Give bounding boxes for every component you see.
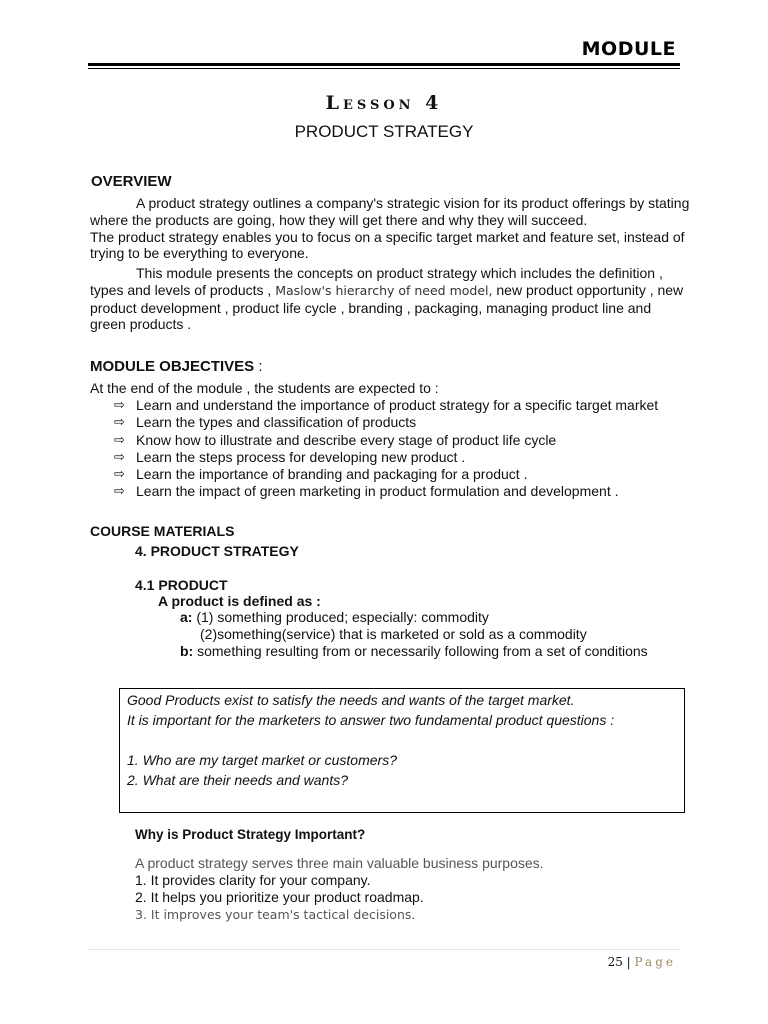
section-title: 4. PRODUCT STRATEGY	[135, 543, 299, 559]
callout-question-2: 2. What are their needs and wants?	[127, 772, 349, 788]
objective-text: Learn the impact of green marketing in product formulation and development .	[136, 483, 619, 500]
list-item: 1. It provides clarity for your company.	[135, 872, 371, 888]
footer-separator: |	[622, 955, 635, 969]
objective-text: Learn and understand the importance of product strategy for a specific target market	[136, 397, 659, 413]
overview-paragraph-1: A product strategy outlines a company's strategic vision for its product offerings by stating where the products are going, how they will get there and why they will succeed.	[90, 195, 690, 228]
list-item	[114, 397, 658, 414]
overview-p3-part-a: This module presents the concepts on product strategy which includes the definition , types and levels of products ,	[90, 265, 663, 298]
lesson-label: Lesson 4	[325, 92, 443, 114]
subsection-title: 4.1 PRODUCT	[135, 577, 228, 593]
purposes-list	[135, 855, 544, 923]
list-item: 2. It helps you prioritize your product roadmap.	[135, 889, 424, 905]
callout-line-2: It is important for the marketers to answer two fundamental product questions :	[127, 712, 615, 728]
list-item	[114, 466, 658, 483]
arrow-icon: ⇨	[114, 398, 125, 413]
list-item	[114, 414, 658, 431]
callout-question-1: 1. Who are my target market or customers?	[127, 752, 397, 768]
arrow-icon: ⇨	[114, 467, 125, 483]
header-rule-thick	[88, 63, 680, 66]
why-heading: Why is Product Strategy Important?	[135, 827, 366, 842]
overview-paragraph-3	[90, 265, 690, 333]
callout-box	[119, 688, 685, 813]
objectives-heading-colon: :	[254, 358, 263, 375]
footer-rule	[88, 949, 680, 950]
list-item	[114, 483, 658, 500]
definition-b-label: b:	[180, 643, 194, 659]
overview-paragraph-2: The product strategy enables you to focus on a specific target market and feature set, instead of trying to be everything to everyone.	[90, 228, 685, 262]
maslow-reference: Maslow's hierarchy of need model,	[275, 282, 493, 298]
page-number: 25	[607, 955, 623, 969]
definition-b	[180, 643, 648, 659]
arrow-icon: ⇨	[114, 415, 125, 431]
definition-a	[180, 609, 489, 625]
definition-a-label: a:	[180, 609, 193, 625]
definition-a2: (2)something(service) that is marketed or sold as a commodity	[200, 626, 587, 642]
objective-text: Learn the steps process for developing new product .	[136, 448, 466, 465]
definition-a-text: (1) something produced; especially: commodity	[192, 609, 489, 625]
module-header-title: MODULE	[581, 38, 676, 60]
list-item: 3. It improves your team's tactical decisions.	[135, 907, 416, 922]
overview-p3-part-c: new product opportunity , new product development , product life cycle , branding , packaging, managing product line and green products .	[90, 281, 684, 333]
definition-heading: A product is defined as :	[158, 593, 321, 609]
course-materials-heading: COURSE MATERIALS	[90, 523, 235, 539]
objective-text: Know how to illustrate and describe every stage of product life cycle	[136, 431, 557, 448]
objectives-heading	[90, 358, 263, 375]
lesson-title: PRODUCT STRATEGY	[294, 122, 474, 141]
objectives-heading-text: MODULE OBJECTIVES	[90, 358, 255, 375]
page-footer	[608, 955, 676, 969]
arrow-icon: ⇨	[114, 484, 125, 500]
overview-heading: OVERVIEW	[91, 173, 172, 190]
objectives-intro: At the end of the module , the students are expected to :	[90, 380, 439, 396]
overview-body	[90, 195, 690, 262]
list-item	[114, 432, 658, 449]
objectives-list	[114, 397, 658, 501]
arrow-icon: ⇨	[114, 449, 125, 465]
header-rule-thin	[88, 68, 680, 69]
arrow-icon: ⇨	[114, 432, 125, 448]
purposes-intro: A product strategy serves three main valuable business purposes.	[135, 855, 544, 871]
callout-spacer	[127, 730, 677, 750]
list-item	[114, 449, 658, 466]
page-word: Page	[634, 955, 676, 969]
objective-text: Learn the types and classification of products	[136, 414, 417, 431]
definition-b-text: something resulting from or necessarily following from a set of conditions	[193, 643, 648, 659]
callout-line-1: Good Products exist to satisfy the needs and wants of the target market.	[127, 692, 575, 708]
objective-text: Learn the importance of branding and packaging for a product .	[136, 466, 528, 483]
